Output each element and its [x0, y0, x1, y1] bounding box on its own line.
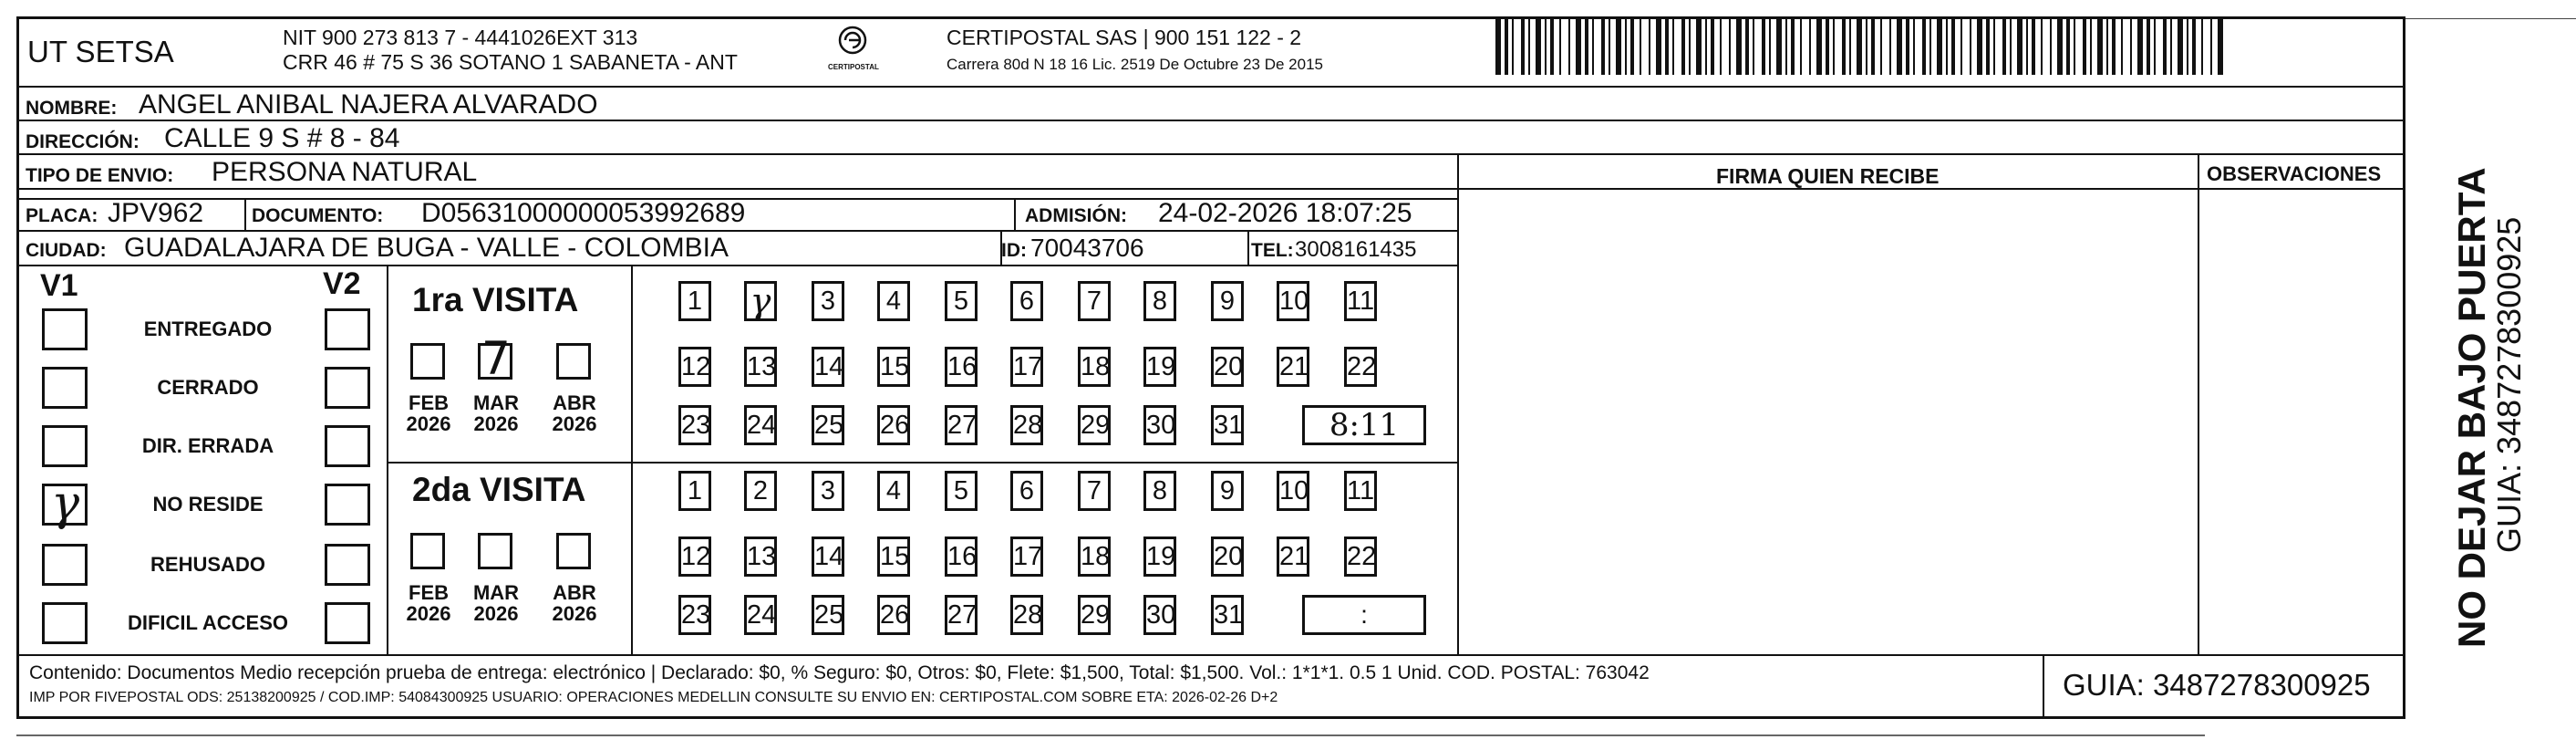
day-box[interactable] [744, 281, 777, 321]
company-address: CRR 46 # 75 S 36 SOTANO 1 SABANETA - ANT [283, 50, 738, 74]
day-handwritten-mark: γ [750, 281, 771, 321]
day-box[interactable]: 9 [1211, 471, 1244, 511]
day-box[interactable]: 25 [812, 595, 844, 635]
day-box[interactable]: 1 [678, 281, 711, 321]
day-box[interactable]: 14 [812, 536, 844, 577]
day-box[interactable]: 13 [744, 536, 777, 577]
page-edge [2405, 18, 2576, 19]
admision-label: ADMISIÓN: [1025, 205, 1127, 226]
divider [16, 230, 1457, 232]
month-year: 2026 [552, 412, 597, 436]
month-name: MAR [472, 581, 520, 604]
v2-checkbox[interactable] [325, 425, 370, 467]
day-box[interactable]: 16 [945, 347, 978, 387]
month-checkbox[interactable] [478, 533, 512, 569]
day-box[interactable]: 23 [678, 595, 711, 635]
v1-handwritten-mark: γ [51, 476, 80, 531]
footer-guia: GUIA: 3487278300925 [2063, 668, 2371, 702]
v2-checkbox[interactable] [325, 544, 370, 586]
day-box[interactable]: 30 [1143, 405, 1176, 445]
day-box[interactable]: 20 [1211, 536, 1244, 577]
day-box[interactable]: 24 [744, 595, 777, 635]
direccion-label: DIRECCIÓN: [26, 131, 140, 152]
day-box[interactable]: 28 [1010, 595, 1043, 635]
placa-label: PLACA: [26, 205, 98, 226]
day-box[interactable]: 27 [945, 595, 978, 635]
status-option-label: REHUSADO [150, 553, 265, 576]
nombre-value: ANGEL ANIBAL NAJERA ALVARADO [139, 89, 598, 120]
side-notice: NO DEJAR BAJO PUERTA [2450, 167, 2493, 648]
tel-label: TEL: [1251, 240, 1294, 261]
v2-checkbox[interactable] [325, 308, 370, 350]
day-box[interactable]: 15 [877, 347, 910, 387]
operator-name: CERTIPOSTAL SAS | 900 151 122 - 2 [947, 26, 1302, 49]
v1-checkbox[interactable] [42, 308, 88, 350]
id-label: ID: [1001, 240, 1027, 261]
day-box[interactable]: 24 [744, 405, 777, 445]
status-option-label: DIFICIL ACCESO [127, 611, 288, 634]
admision-value: 24-02-2026 18:07:25 [1158, 198, 1412, 228]
divider [16, 86, 2405, 88]
day-box[interactable]: 7 [1078, 281, 1111, 321]
company-nit: NIT 900 273 813 7 - 4441026EXT 313 [283, 26, 638, 49]
month-year: 2026 [473, 412, 519, 436]
v2-label: V2 [323, 266, 361, 301]
divider [387, 462, 1457, 464]
divider [244, 198, 246, 230]
month-checkbox[interactable] [410, 343, 445, 380]
day-box[interactable]: 6 [1010, 471, 1043, 511]
day-box[interactable]: 4 [877, 281, 910, 321]
day-box[interactable]: 4 [877, 471, 910, 511]
v1-checkbox[interactable] [42, 602, 88, 644]
v2-checkbox[interactable] [325, 484, 370, 526]
v2-checkbox[interactable] [325, 367, 370, 409]
day-box[interactable]: 26 [877, 405, 910, 445]
documento-value: D05631000000053992689 [421, 198, 746, 228]
divider [16, 265, 1457, 266]
ciudad-value: GUADALAJARA DE BUGA - VALLE - COLOMBIA [124, 233, 729, 263]
v1-label: V1 [40, 268, 78, 303]
day-box[interactable]: 18 [1078, 536, 1111, 577]
day-box[interactable]: 22 [1344, 347, 1377, 387]
day-box[interactable]: 16 [945, 536, 978, 577]
logo-caption: CERTIPOSTAL [828, 63, 879, 71]
day-box[interactable]: 31 [1211, 405, 1244, 445]
day-box[interactable]: 29 [1078, 595, 1111, 635]
divider [1014, 198, 1016, 230]
day-box[interactable]: 27 [945, 405, 978, 445]
documento-label: DOCUMENTO: [252, 205, 384, 226]
day-box[interactable]: 6 [1010, 281, 1043, 321]
month-name: ABR [553, 391, 596, 414]
day-box[interactable]: 1 [678, 471, 711, 511]
day-box[interactable]: 28 [1010, 405, 1043, 445]
day-box[interactable]: 19 [1143, 536, 1176, 577]
divider [387, 265, 388, 654]
day-box[interactable]: 23 [678, 405, 711, 445]
tipo-envio-label: TIPO DE ENVIO: [26, 165, 174, 186]
visit-1-title: 1ra VISITA [412, 281, 579, 318]
divider [2043, 654, 2044, 719]
divider [16, 654, 2405, 656]
day-box[interactable]: 8 [1143, 281, 1176, 321]
day-box[interactable]: 11 [1344, 281, 1377, 321]
day-box[interactable]: 3 [812, 281, 844, 321]
month-name: FEB [409, 581, 449, 604]
day-box[interactable]: 31 [1211, 595, 1244, 635]
day-box[interactable]: 11 [1344, 471, 1377, 511]
time-box[interactable]: : [1302, 595, 1426, 635]
month-handwritten-mark: 7 [481, 332, 511, 385]
visit-2-title: 2da VISITA [412, 471, 586, 508]
status-option-label: DIR. ERRADA [141, 434, 274, 457]
day-box[interactable]: 9 [1211, 281, 1244, 321]
id-value: 70043706 [1030, 234, 1144, 262]
tel-value: 3008161435 [1295, 237, 1417, 262]
status-option-label: ENTREGADO [143, 318, 273, 340]
divider [631, 265, 633, 654]
month-year: 2026 [473, 602, 519, 626]
month-checkbox[interactable] [556, 343, 591, 380]
day-box[interactable]: 10 [1277, 281, 1309, 321]
footer-imp: IMP POR FIVEPOSTAL ODS: 25138200925 / COD.IMP: 54084300925 USUARIO: OPERACIONES MEDELLIN CONSULTE SU ENVIO EN: CERTIPOSTAL.COM SOBRE ETA: 2026-02-26 D+2 [29, 690, 1278, 705]
month-year: 2026 [406, 602, 451, 626]
v1-checkbox[interactable] [42, 425, 88, 467]
day-box[interactable]: 5 [945, 281, 978, 321]
divider [1247, 230, 1249, 265]
day-box[interactable]: 17 [1010, 536, 1043, 577]
direccion-value: CALLE 9 S # 8 - 84 [164, 123, 400, 153]
day-box[interactable]: 20 [1211, 347, 1244, 387]
page-edge [16, 734, 2205, 736]
month-name: FEB [409, 391, 449, 414]
day-box[interactable]: 26 [877, 595, 910, 635]
operator-license: Carrera 80d N 18 16 Lic. 2519 De Octubre 23 De 2015 [947, 56, 1323, 73]
status-option-label: CERRADO [157, 376, 259, 399]
day-box[interactable]: 12 [678, 536, 711, 577]
divider [16, 188, 2405, 190]
day-box[interactable]: 30 [1143, 595, 1176, 635]
firma-label: FIRMA QUIEN RECIBE [1716, 164, 1940, 188]
divider [2198, 153, 2199, 654]
month-checkbox[interactable] [556, 533, 591, 569]
day-box[interactable]: 3 [812, 471, 844, 511]
footer-contenido: Contenido: Documentos Medio recepción prueba de entrega: electrónico | Declarado: $0, % Seguro: $0, Otros: $0, Flete: $1,500, Total: $1,500. Vol.: 1*1*1. 0.5 1 Unid. COD. POSTAL: 763042 [29, 662, 1650, 683]
day-box[interactable]: 15 [877, 536, 910, 577]
v2-checkbox[interactable] [325, 602, 370, 644]
nombre-label: NOMBRE: [26, 98, 118, 119]
status-option-label: NO RESIDE [152, 493, 264, 516]
placa-value: JPV962 [108, 198, 204, 228]
day-box[interactable]: 5 [945, 471, 978, 511]
month-name: MAR [472, 391, 520, 414]
day-box[interactable]: 19 [1143, 347, 1176, 387]
barcode [1495, 18, 2225, 75]
time-box[interactable]: 8:11 [1302, 405, 1426, 445]
day-box[interactable]: 25 [812, 405, 844, 445]
day-box[interactable]: 17 [1010, 347, 1043, 387]
divider [16, 153, 2405, 155]
day-box[interactable]: 12 [678, 347, 711, 387]
tipo-envio-value: PERSONA NATURAL [212, 157, 478, 187]
day-box[interactable]: 21 [1277, 347, 1309, 387]
day-box[interactable]: 29 [1078, 405, 1111, 445]
side-guia: GUIA: 3487278300925 [2490, 216, 2528, 553]
month-year: 2026 [406, 412, 451, 436]
v1-checkbox[interactable] [42, 544, 88, 586]
day-box[interactable]: 14 [812, 347, 844, 387]
day-box[interactable]: 2 [744, 471, 777, 511]
month-checkbox[interactable] [410, 533, 445, 569]
day-box[interactable]: 22 [1344, 536, 1377, 577]
day-box[interactable]: 21 [1277, 536, 1309, 577]
day-box[interactable]: 7 [1078, 471, 1111, 511]
day-box[interactable]: 10 [1277, 471, 1309, 511]
company-name: UT SETSA [27, 35, 174, 68]
day-box[interactable]: 8 [1143, 471, 1176, 511]
day-box[interactable]: 13 [744, 347, 777, 387]
month-name: ABR [553, 581, 596, 604]
divider [16, 120, 2405, 121]
day-box[interactable]: 18 [1078, 347, 1111, 387]
v1-checkbox[interactable] [42, 367, 88, 409]
observaciones-label: OBSERVACIONES [2207, 162, 2382, 185]
divider [1457, 153, 1459, 654]
ciudad-label: CIUDAD: [26, 240, 107, 261]
month-year: 2026 [552, 602, 597, 626]
